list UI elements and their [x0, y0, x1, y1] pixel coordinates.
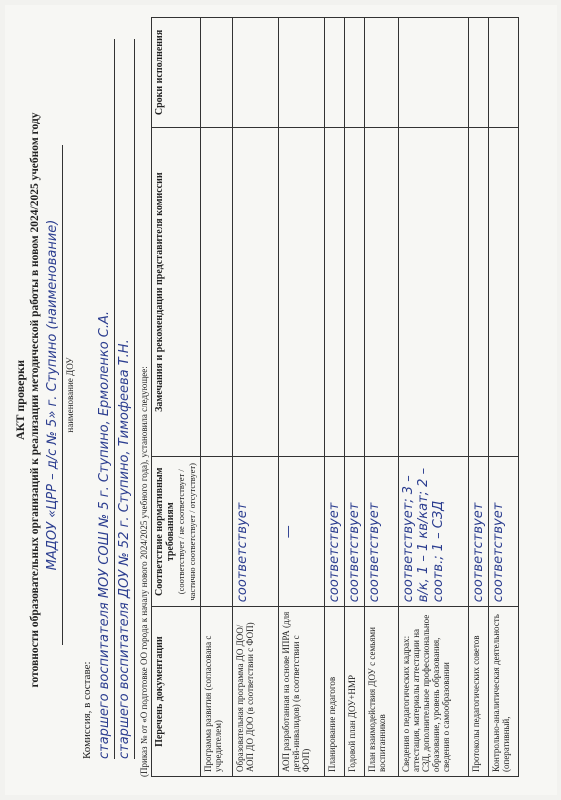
- row-doc: Образовательная программа ДО ДОО/ АОП ДО ДОО (в соответствии с ФОП): [232, 607, 278, 777]
- row-status: соответствует: [364, 457, 398, 607]
- table-row: [200, 18, 232, 777]
- row-deadline: [278, 18, 324, 128]
- org-underline: [62, 145, 63, 645]
- row-remarks: [200, 127, 232, 456]
- row-deadline: [232, 18, 278, 128]
- row-remarks: [398, 127, 468, 456]
- table-row: [364, 18, 398, 777]
- row-remarks: [278, 127, 324, 456]
- row-doc: Годовой план ДОУ+НМР: [344, 607, 364, 777]
- table-row: [344, 18, 364, 777]
- row-doc: Протоколы педагогических советов: [468, 607, 488, 777]
- row-deadline: [364, 18, 398, 128]
- commission-line-2: [134, 39, 135, 759]
- document-sheet: [5, 5, 557, 795]
- row-deadline: [344, 18, 364, 128]
- row-remarks: [488, 127, 518, 456]
- document-subtitle: готовности образовательных организаций к реализации методической работы в новом 2024/2025 учебном году: [28, 112, 41, 688]
- row-doc: План взаимодействия ДОУ с семьями воспитанников: [364, 607, 398, 777]
- row-deadline: [488, 18, 518, 128]
- table-row: [324, 18, 344, 777]
- row-status: соответствует: [232, 457, 278, 607]
- table-row: [232, 18, 278, 777]
- row-remarks: [344, 127, 364, 456]
- row-remarks: [364, 127, 398, 456]
- order-line: (Приказ № от «О подготовке ОО города к началу нового 2024/2025 учебного года), установила следующее:: [138, 366, 149, 777]
- commission-member-1: старшего воспитателя МОУ СОШ № 5 г. Ступино, Ермоленко С.А.: [96, 310, 112, 759]
- row-remarks: [324, 127, 344, 456]
- org-caption: наименование ДОУ: [64, 357, 75, 433]
- document-title: АКТ проверки: [12, 360, 27, 440]
- header-documents: Перечень документации: [151, 607, 200, 777]
- row-doc: Сведения о педагогических кадрах: аттестация, материалы аттестации на СЗД, дополнительное профессиональное образование, уровень образования, сведения о самообразовании: [398, 607, 468, 777]
- row-doc: Планирование педагогов: [324, 607, 344, 777]
- inspection-table: [151, 17, 519, 777]
- row-doc: АОП разработанная на основе ИПРА (для детей-инвалидов) (в соответствии с ФОП): [278, 607, 324, 777]
- row-doc: Контрольно-аналитическая деятельность (оперативный,: [488, 607, 518, 777]
- table-header-row: [151, 18, 200, 777]
- row-deadline: [324, 18, 344, 128]
- commission-line-1: [114, 39, 115, 759]
- row-status: соответствует: [344, 457, 364, 607]
- table-row: [398, 18, 468, 777]
- row-doc: Программа развития (согласована с учредителем): [200, 607, 232, 777]
- row-status: соответствует: [324, 457, 344, 607]
- table-row: [278, 18, 324, 777]
- header-compliance: Соответствие нормативным требованиям (соответствует / не соответствует / частично соответствует / отсутствует): [151, 457, 200, 607]
- row-remarks: [232, 127, 278, 456]
- table-row: [488, 18, 518, 777]
- row-deadline: [468, 18, 488, 128]
- row-status: соответствует: [468, 457, 488, 607]
- header-deadlines: Сроки исполнения: [151, 18, 200, 128]
- commission-member-2: старшего воспитателя ДОУ № 52 г. Ступино, Тимофеева Т.Н.: [116, 339, 132, 759]
- row-deadline: [398, 18, 468, 128]
- table-row: [468, 18, 488, 777]
- org-name-handwritten: МАДОУ «ЦРР – д/с № 5» г. Ступино (наименование): [44, 219, 60, 571]
- row-status: соответствует; 3 – в/к, 1 – 1 кв/кат; 2 – соотв.; 1 – СЗД: [398, 457, 468, 607]
- row-remarks: [468, 127, 488, 456]
- header-remarks: Замечания и рекомендации представителя комиссии: [151, 127, 200, 456]
- commission-label: Комиссия, в составе:: [80, 661, 93, 759]
- row-status: [200, 457, 232, 607]
- row-deadline: [200, 18, 232, 128]
- row-status: соответствует: [488, 457, 518, 607]
- row-status: —: [278, 457, 324, 607]
